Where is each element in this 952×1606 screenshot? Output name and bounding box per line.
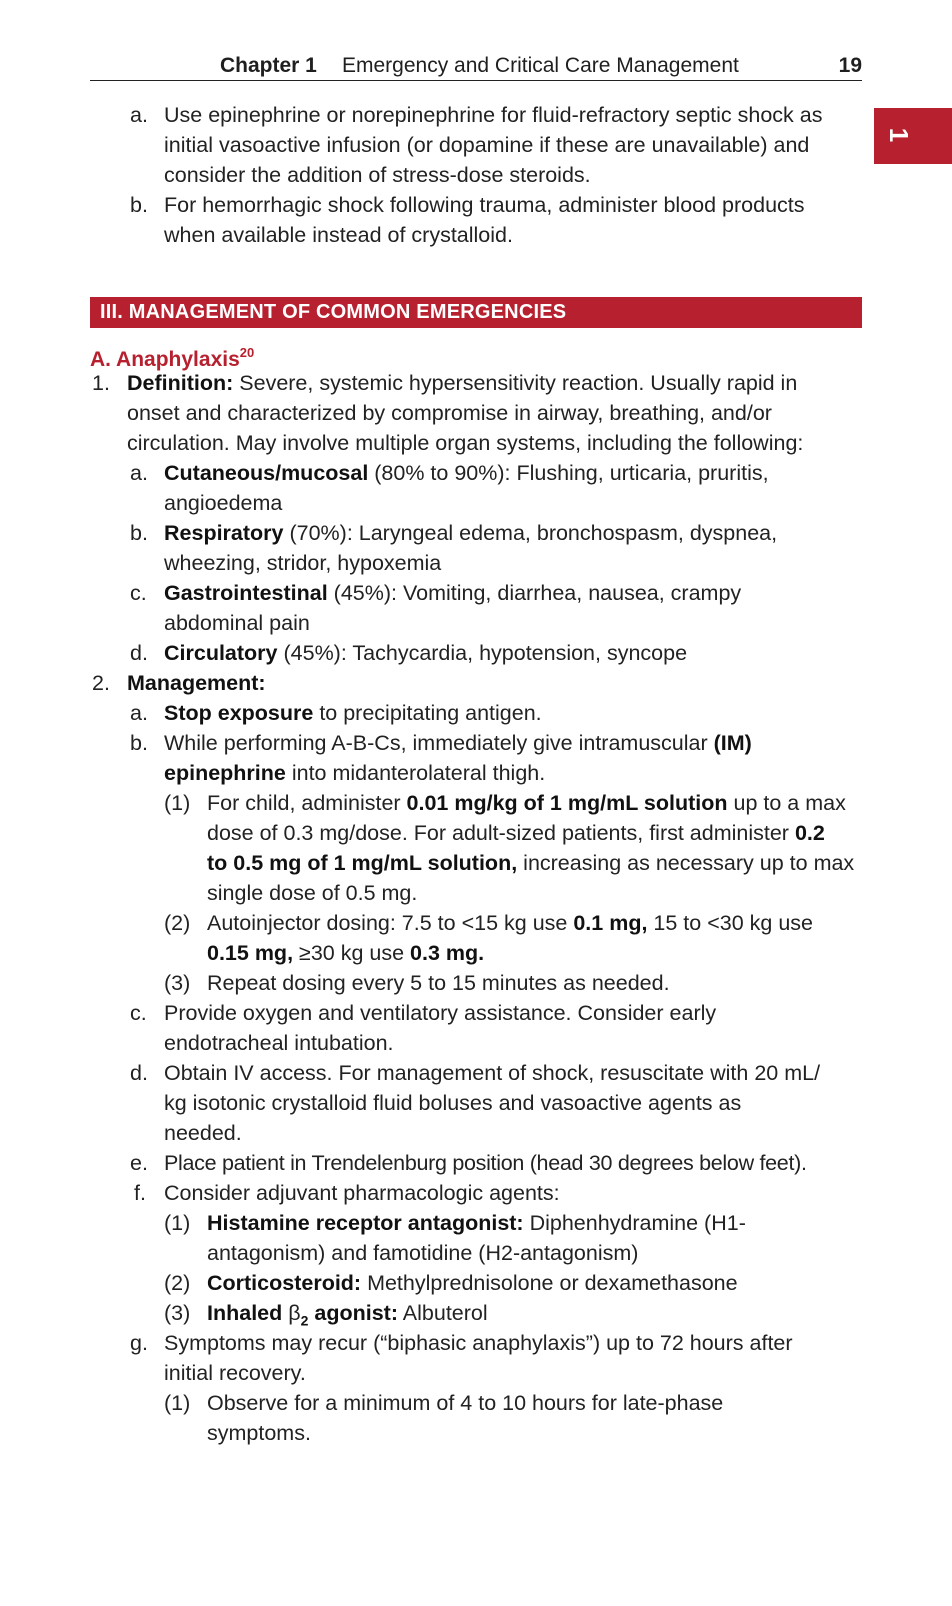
text-line: For child, administer 0.01 mg/kg of 1 mg/mL solution up to a max bbox=[207, 791, 846, 815]
subsection-title: A. Anaphylaxis bbox=[90, 348, 240, 371]
text-line: kg isotonic crystalloid fluid boluses and vasoactive agents as bbox=[164, 1091, 742, 1115]
thumb-tab-number: 1 bbox=[884, 127, 915, 143]
list-label: f. bbox=[134, 1181, 146, 1205]
running-head bbox=[90, 50, 862, 81]
list-label: d. bbox=[130, 1061, 148, 1085]
section-title: III. MANAGEMENT OF COMMON EMERGENCIES bbox=[100, 301, 567, 323]
chapter-label: Chapter 1 bbox=[220, 54, 317, 77]
list-label: (3) bbox=[164, 1301, 191, 1325]
text-line: For hemorrhagic shock following trauma, administer blood products bbox=[164, 193, 805, 217]
text-line: angioedema bbox=[164, 491, 283, 515]
list-label: (1) bbox=[164, 791, 191, 815]
text-line: Corticosteroid: Methylprednisolone or dexamethasone bbox=[207, 1271, 738, 1295]
text-line: Stop exposure to precipitating antigen. bbox=[164, 701, 542, 725]
text-line: circulation. May involve multiple organ systems, including the following: bbox=[127, 431, 804, 455]
list-label: a. bbox=[130, 461, 148, 485]
list-label: (1) bbox=[164, 1391, 191, 1415]
list-label: a. bbox=[130, 701, 148, 725]
text-line: Management: bbox=[127, 671, 266, 695]
text-line: Cutaneous/mucosal (80% to 90%): Flushing, urticaria, pruritis, bbox=[164, 461, 769, 485]
beta-symbol: β bbox=[288, 1301, 301, 1325]
text-line: Respiratory (70%): Laryngeal edema, bronchospasm, dyspnea, bbox=[164, 521, 778, 545]
list-label: a. bbox=[130, 103, 148, 127]
list-label: (2) bbox=[164, 911, 191, 935]
text-line: epinephrine into midanterolateral thigh. bbox=[164, 761, 546, 785]
text-line: Histamine receptor antagonist: Diphenhydramine (H1- bbox=[207, 1211, 746, 1235]
list-label: b. bbox=[130, 193, 148, 217]
text-line: While performing A-B-Cs, immediately give intramuscular (IM) bbox=[164, 731, 752, 755]
text-line: initial recovery. bbox=[164, 1361, 306, 1385]
list-label: 2. bbox=[92, 671, 110, 695]
text-line: 0.15 mg, ≥30 kg use 0.3 mg. bbox=[207, 941, 485, 965]
list-label: (1) bbox=[164, 1211, 191, 1235]
list-label: e. bbox=[130, 1151, 148, 1175]
page-number: 19 bbox=[838, 54, 862, 77]
text-line: initial vasoactive infusion (or dopamine if these are unavailable) and bbox=[164, 133, 810, 157]
list-label: d. bbox=[130, 641, 148, 665]
list-label: 1. bbox=[92, 371, 110, 395]
text-line: Circulatory (45%): Tachycardia, hypotension, syncope bbox=[164, 641, 688, 665]
text-line: Provide oxygen and ventilatory assistance. Consider early bbox=[164, 1001, 717, 1025]
chapter-title: Emergency and Critical Care Management bbox=[342, 54, 739, 77]
text-line: Place patient in Trendelenburg position (head 30 degrees below feet). bbox=[164, 1151, 807, 1175]
list-label: b. bbox=[130, 731, 148, 755]
text-line: Observe for a minimum of 4 to 10 hours for late-phase bbox=[207, 1391, 724, 1415]
text-line: Inhaled $\beta_2$ agonist: Albuterol bbox=[207, 1301, 488, 1329]
list-label: (3) bbox=[164, 971, 191, 995]
reference-superscript: 20 bbox=[239, 345, 255, 360]
text-line: wheezing, stridor, hypoxemia bbox=[164, 551, 442, 575]
text-line: single dose of 0.5 mg. bbox=[207, 881, 418, 905]
text-line: to 0.5 mg of 1 mg/mL solution, increasing as necessary up to max bbox=[207, 851, 855, 875]
list-label: b. bbox=[130, 521, 148, 545]
list-label: (2) bbox=[164, 1271, 191, 1295]
chapter-thumb-tab bbox=[874, 108, 952, 164]
list-label: g. bbox=[130, 1331, 148, 1355]
text-line: Obtain IV access. For management of shock, resuscitate with 20 mL/ bbox=[164, 1061, 821, 1085]
text-line: onset and characterized by compromise in airway, breathing, and/or bbox=[127, 401, 772, 425]
list-label: c. bbox=[130, 1001, 147, 1025]
text-line: needed. bbox=[164, 1121, 242, 1145]
text-line: Use epinephrine or norepinephrine for fluid-refractory septic shock as bbox=[164, 103, 823, 127]
text-line: Definition: Severe, systemic hypersensitivity reaction. Usually rapid in bbox=[127, 371, 798, 395]
text-line: Symptoms may recur (“biphasic anaphylaxis”) up to 72 hours after bbox=[164, 1331, 793, 1355]
text-line: consider the addition of stress-dose steroids. bbox=[164, 163, 591, 187]
section-heading bbox=[90, 297, 862, 328]
text-line: endotracheal intubation. bbox=[164, 1031, 394, 1055]
text-line: abdominal pain bbox=[164, 611, 310, 635]
text-line: dose of 0.3 mg/dose. For adult-sized patients, first administer 0.2 bbox=[207, 821, 825, 845]
text-line: Autoinjector dosing: 7.5 to <15 kg use 0.1 mg, 15 to <30 kg use bbox=[207, 911, 813, 935]
text-line: symptoms. bbox=[207, 1421, 311, 1445]
text-line: Repeat dosing every 5 to 15 minutes as needed. bbox=[207, 971, 670, 995]
text-line: antagonism) and famotidine (H2-antagonism) bbox=[207, 1241, 639, 1265]
text-line: Consider adjuvant pharmacologic agents: bbox=[164, 1181, 560, 1205]
text-line: when available instead of crystalloid. bbox=[164, 223, 513, 247]
text-line: Gastrointestinal (45%): Vomiting, diarrhea, nausea, crampy bbox=[164, 581, 742, 605]
list-label: c. bbox=[130, 581, 147, 605]
